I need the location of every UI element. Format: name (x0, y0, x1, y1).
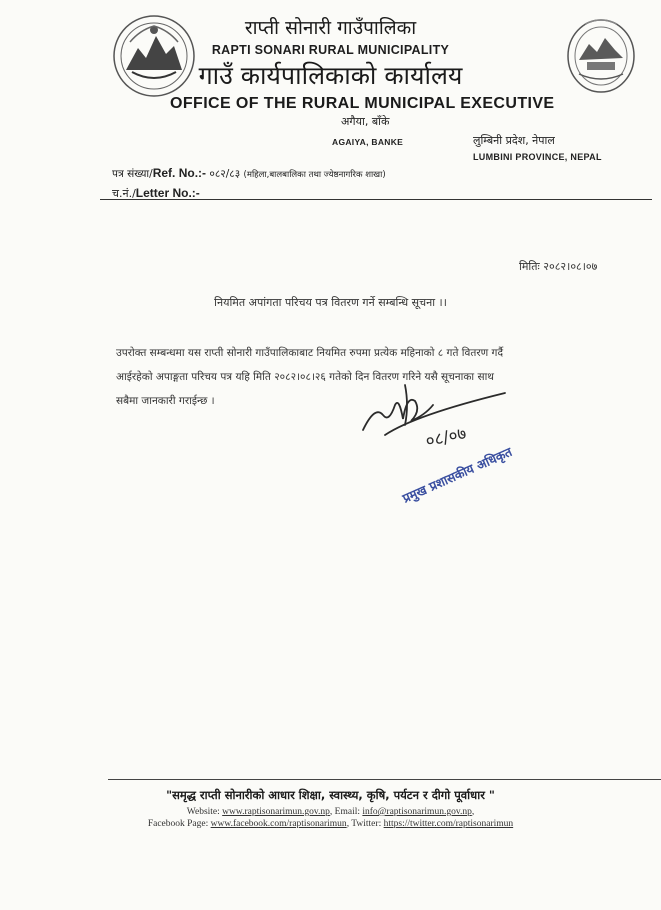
letter-label-nepali: च.नं./ (112, 187, 136, 200)
twitter-link[interactable]: https://twitter.com/raptisonarimun (383, 819, 514, 829)
footer-motto: "समृद्ध राप्ती सोनारीको आधार शिक्षा, स्वास्थ्य, कृषि, पर्यटन र दीगो पूर्वाधार " (166, 788, 495, 802)
footer-divider (108, 779, 661, 780)
address-english: AGAIYA, BANKE (332, 137, 404, 147)
body-line: उपरोक्त सम्बन्धमा यस राप्ती सोनारी गाउँपालिकाबाट नियमित रुपमा प्रत्येक महिनाको ८ गते वितरण गर्दै (116, 347, 504, 359)
ref-label-english: Ref. No.:- (152, 166, 207, 180)
facebook-label: Facebook Page: (147, 819, 211, 829)
province-english: LUMBINI PROVINCE, NEPAL (473, 152, 602, 162)
website-label: Website: (186, 807, 223, 817)
office-name-nepali: गाउँ कार्यपालिकाको कार्यालय (198, 61, 463, 90)
ref-section: (महिला,बालबालिका तथा ज्येष्ठनागरिक शाखा) (243, 170, 386, 180)
twitter-label: , Twitter: (346, 819, 384, 829)
reference-number-line (112, 166, 386, 181)
email-label: , Email: (329, 807, 363, 817)
email-tail: , (471, 807, 475, 817)
signature-date: ०८/०७ (423, 423, 469, 452)
body-line: आईरहेको अपाङ्गता परिचय पत्र यहि मिति २०८२।०८।२६ गतेको दिन वितरण गरिने यसै सूचनाका साथ (116, 371, 495, 383)
website-link[interactable]: www.raptisonarimun.gov.np (222, 807, 330, 817)
handwritten-signature (363, 385, 505, 435)
letter-date: मितिः २०८२।०८।०७ (519, 260, 598, 273)
letter-label-english: Letter No.:- (135, 186, 200, 200)
letter-subject: नियमित अपांगता परिचय पत्र वितरण गर्ने सम्बन्धि सूचना ।। (214, 296, 447, 309)
municipality-name-nepali: राप्ती सोनारी गाउँपालिका (244, 17, 417, 39)
signature-block (355, 375, 525, 505)
footer-contact-line-1 (0, 807, 661, 817)
official-stamp: प्रमुख प्रशासकीय अधिकृत (400, 443, 515, 505)
facebook-link[interactable]: www.facebook.com/raptisonarimun (210, 819, 347, 829)
ref-value: ०८२/८३ (209, 168, 241, 180)
address-nepali: अगैया, बाँके (341, 115, 390, 128)
province-nepali: लुम्बिनी प्रदेश, नेपाल (473, 134, 555, 147)
email-link[interactable]: info@raptisonarimun.gov.np (362, 807, 472, 817)
header-divider (100, 199, 652, 200)
office-name-english: OFFICE OF THE RURAL MUNICIPAL EXECUTIVE (170, 95, 555, 112)
body-line: सबैमा जानकारी गराईन्छ । (116, 395, 215, 407)
ref-label-nepali: पत्र संख्या/ (112, 168, 153, 180)
municipality-name-english: RAPTI SONARI RURAL MUNICIPALITY (211, 43, 450, 57)
footer-contact-line-2 (0, 819, 661, 829)
